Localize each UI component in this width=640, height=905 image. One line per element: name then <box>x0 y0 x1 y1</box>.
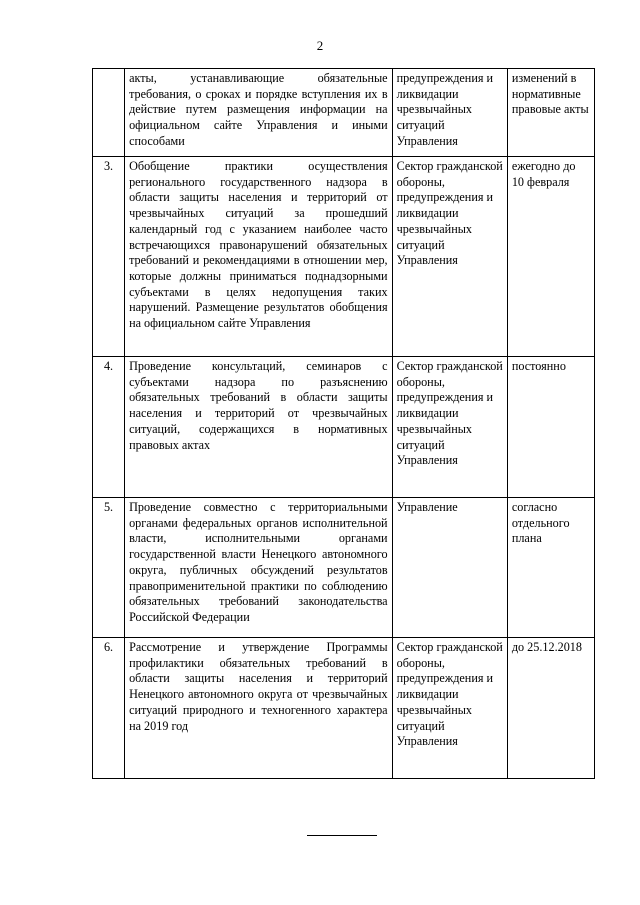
row-responsible: Управление <box>392 498 507 638</box>
table-row <box>93 69 595 157</box>
row-responsible: предупреждения и ликвидации чрезвычайных ситуаций Управления <box>392 69 507 157</box>
row-term: ежегодно до 10 февраля <box>507 157 594 357</box>
row-responsible: Сектор гражданской обороны, предупреждения и ликвидации чрезвычайных ситуаций Управления <box>392 357 507 498</box>
table-row <box>93 498 595 638</box>
row-number: 3. <box>93 157 125 357</box>
row-number <box>93 69 125 157</box>
table-row <box>93 638 595 779</box>
page-number: 2 <box>316 38 324 53</box>
row-number: 4. <box>93 357 125 498</box>
table-row <box>93 157 595 357</box>
row-term: до 25.12.2018 <box>507 638 594 779</box>
row-number: 6. <box>93 638 125 779</box>
row-number: 5. <box>93 498 125 638</box>
row-description: Обобщение практики осуществления регионального государственного надзора в области защиты населения и территорий от чрезвычайных ситуаций за прошедший календарный год с указанием наиболее часто встречающихся правонарушений обязательных требований и рекомендациями в отношении мер, которые должны приниматься поднадзорными субъектами в целях недопущения таких нарушений. Размещение результатов обобщения на официальном сайте Управления <box>125 157 393 357</box>
row-term: постоянно <box>507 357 594 498</box>
row-responsible: Сектор гражданской обороны, предупреждения и ликвидации чрезвычайных ситуаций Управления <box>392 157 507 357</box>
row-term: согласно отдельного плана <box>507 498 594 638</box>
row-description: Рассмотрение и утверждение Программы профилактики обязательных требований в области защиты населения и территорий Ненецкого автономного округа от чрезвычайных ситуаций природного и техногенного характера на 2019 год <box>125 638 393 779</box>
row-description: Проведение совместно с территориальными органами федеральных органов исполнительной власти, исполнительными органами государственной власти Ненецкого автономного округа, публичных обсуждений результатов правоприменительной практики по соблюдению обязательных требований законодательства Российской Федерации <box>125 498 393 638</box>
row-term: изменений в нормативные правовые акты <box>507 69 594 157</box>
table-row <box>93 357 595 498</box>
end-separator-line <box>307 835 377 836</box>
row-responsible: Сектор гражданской обороны, предупреждения и ликвидации чрезвычайных ситуаций Управления <box>392 638 507 779</box>
row-description: акты, устанавливающие обязательные требования, о сроках и порядке вступления их в действие путем размещения информации на официальном сайте Управления и иными способами <box>125 69 393 157</box>
plan-table <box>92 68 595 779</box>
row-description: Проведение консультаций, семинаров с субъектами надзора по разъяснению обязательных требований в области защиты населения и территорий от чрезвычайных ситуаций, содержащихся в нормативных правовых актах <box>125 357 393 498</box>
